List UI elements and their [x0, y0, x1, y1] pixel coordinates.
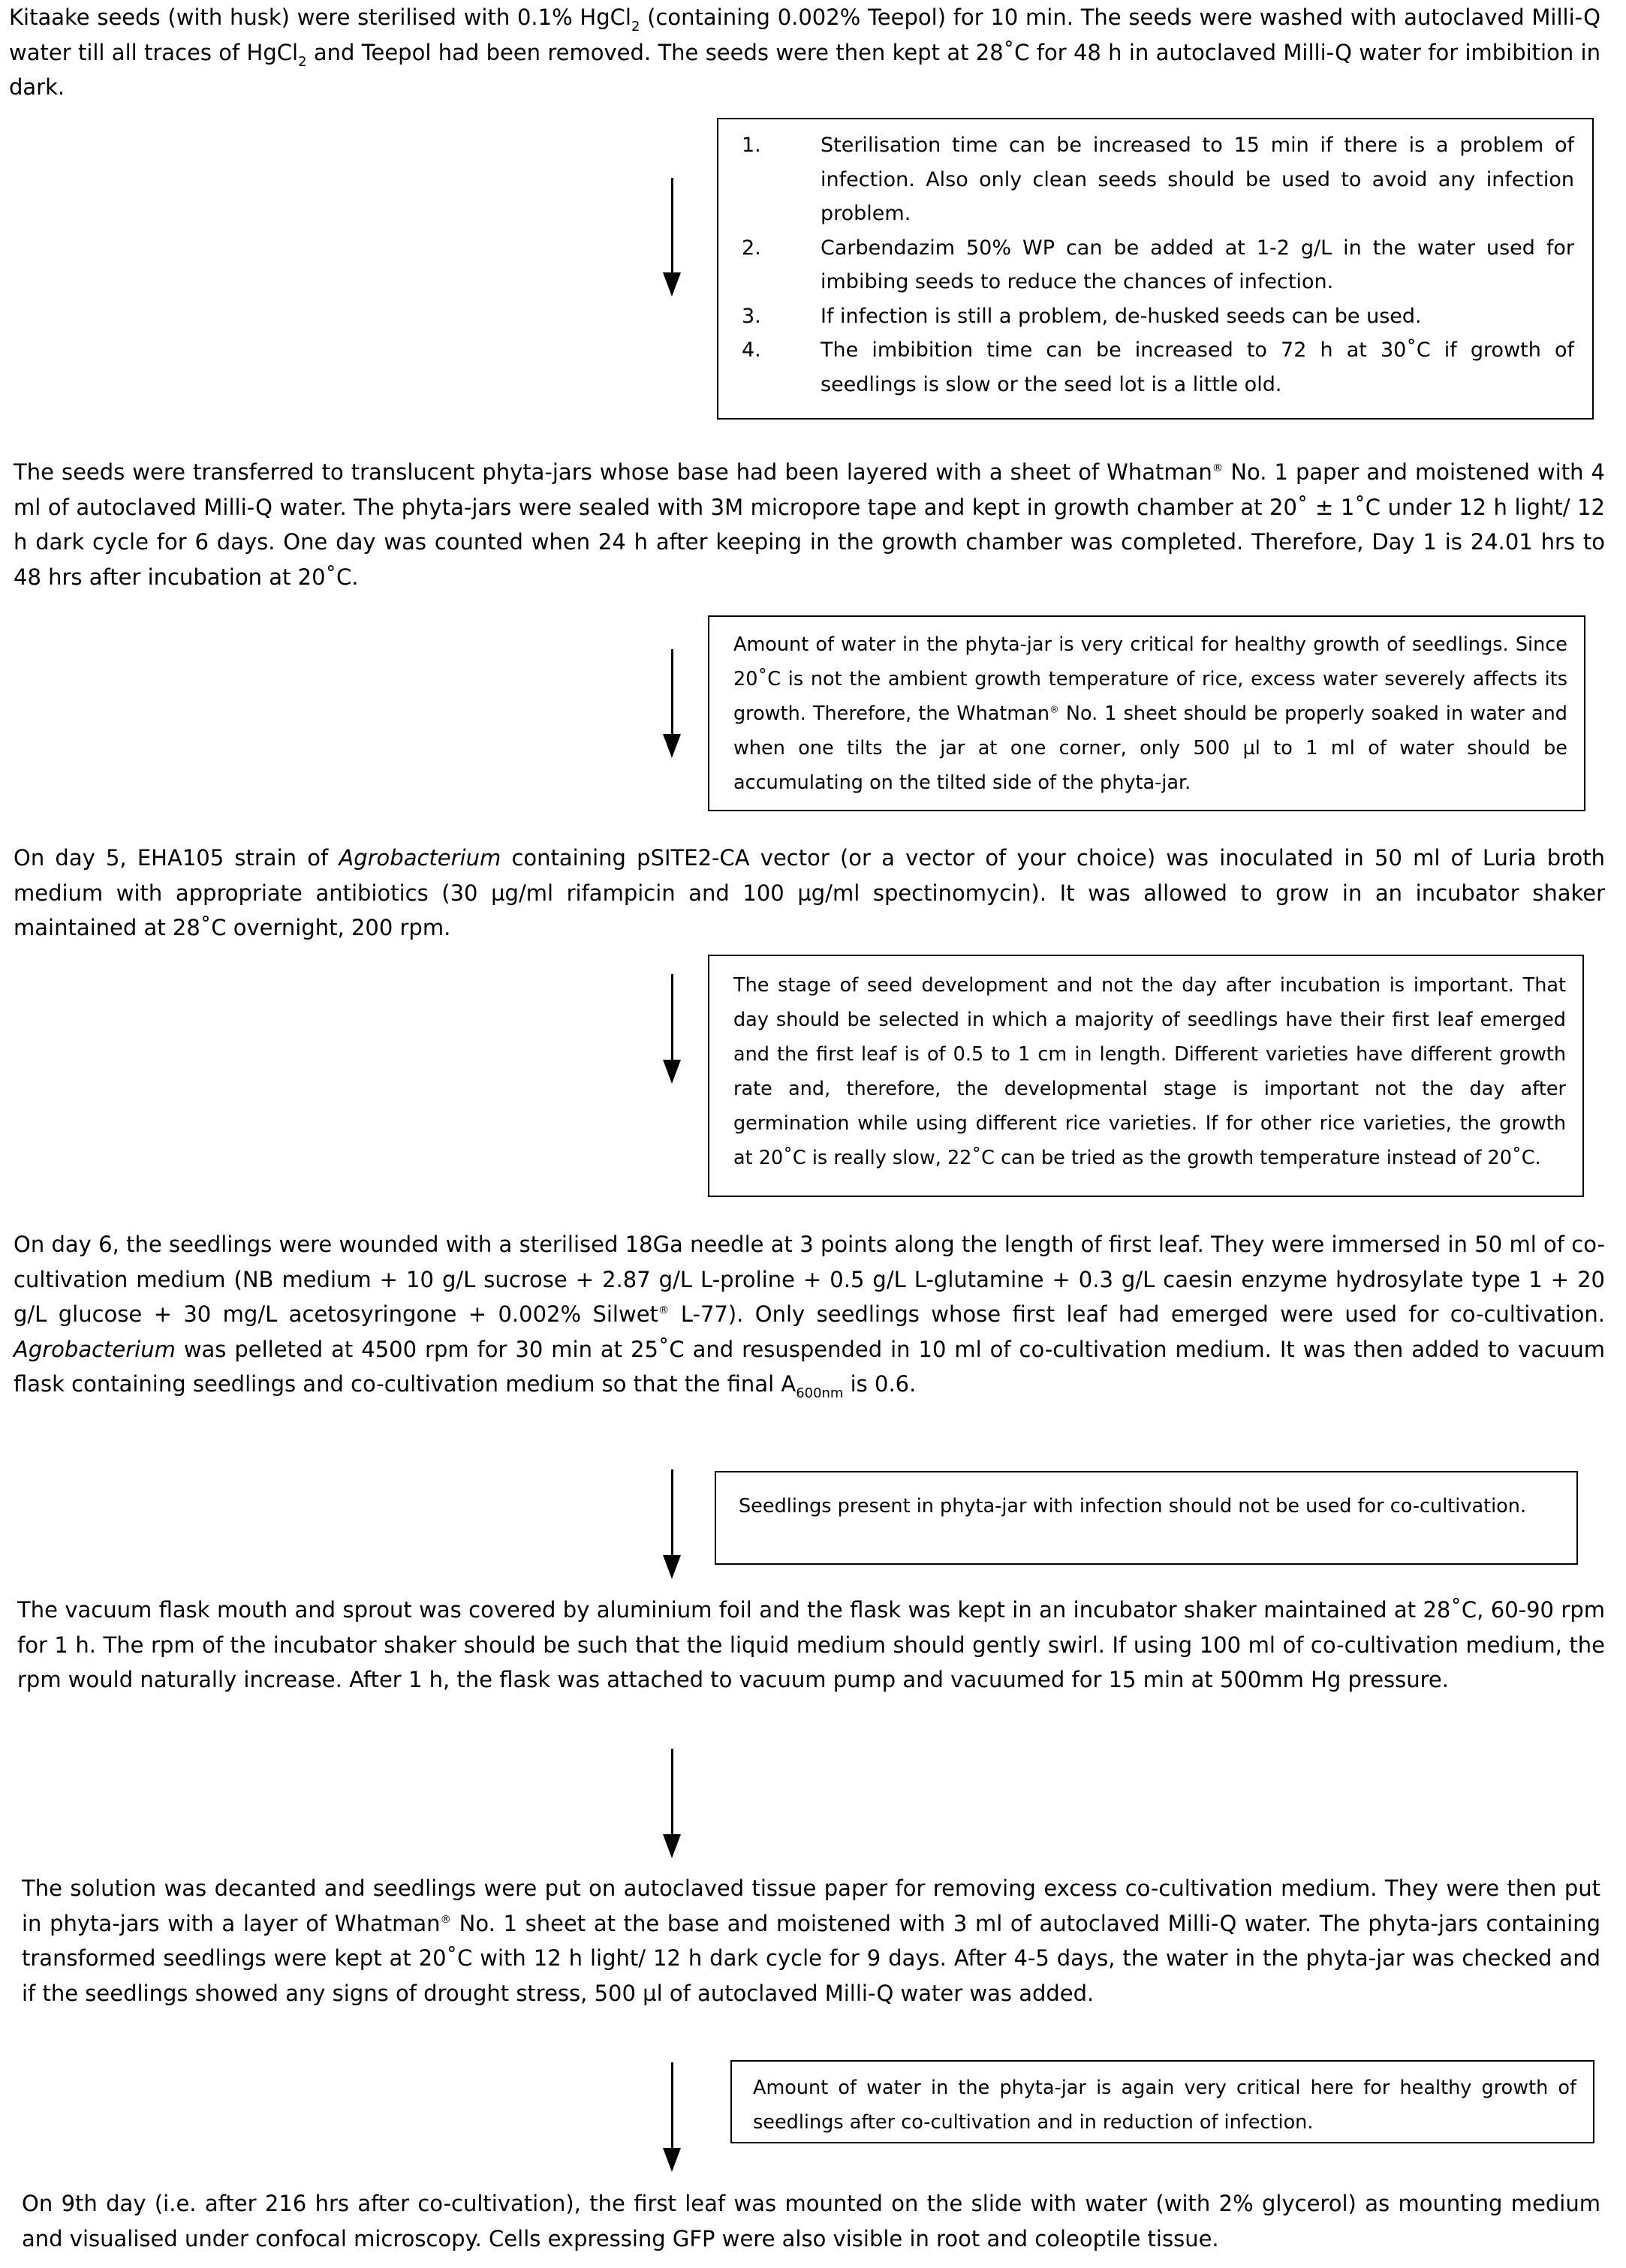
flow-arrow-2-shaft: [671, 649, 673, 737]
flow-arrow-6: [663, 2062, 681, 2172]
step-6-text-b: No. 1 sheet at the base and moistened with 3 ml of autoclaved Milli-Q water. The phyta-jars containing transformed seedlings were kept at 20˚C with 12 h light/ 12 h dark cycle for 9 days. After 4-5 days, the water in the phyta-jar was checked and if the seedlings showed any signs of drought stress, 500 µl of autoclaved Milli-Q water was added.: [22, 1910, 1600, 2006]
note-1-item-2-number: 2.: [742, 236, 761, 260]
step-1-seed-sterilisation: [9, 0, 1600, 105]
note-1-item-4-number: 4.: [742, 338, 761, 362]
flow-arrow-4-shaft: [671, 1469, 673, 1558]
step-4-text-b: L-77). Only seedlings whose first leaf had emerged were used for co-cultivation.: [669, 1301, 1605, 1327]
note-1-item-1-text: Sterilisation time can be increased to 15 min if there is a problem of infection. Also only clean seeds should be used to avoid any infection problem.: [821, 134, 1574, 225]
step-6-text-a: The solution was decanted and seedlings were put on autoclaved tissue paper for removing excess co-cultivation medium. They were then put in phyta-jars with a layer of Whatman: [22, 1875, 1600, 1936]
step-6-registered-mark: ®: [440, 1913, 451, 1926]
step-4-registered-mark: ®: [658, 1304, 670, 1317]
note-box-1: [717, 118, 1594, 420]
step-7-confocal-imaging: [22, 2186, 1600, 2256]
note-1-item-1: [718, 128, 1574, 231]
flow-arrow-6-shaft: [671, 2062, 673, 2151]
step-1-subscript-a: 2: [631, 19, 640, 35]
note-3-text: The stage of seed development and not the day after incubation is important. That day should be selected in which a majority of seedlings have their first leaf emerged and the first leaf is of 0.5 to 1 cm in length. Different varieties have different growth rate and, therefore, the developmental stage is important not the day after germination while using different rice varieties. If for other rice varieties, the growth at 20˚C is really slow, 22˚C can be tried as the growth temperature instead of 20˚C.: [733, 974, 1566, 1169]
flow-arrow-1: [663, 178, 681, 296]
flow-arrow-5-shaft: [671, 1749, 673, 1837]
flow-arrow-3-shaft: [671, 974, 673, 1063]
flow-arrow-3: [663, 974, 681, 1084]
note-1-list: [718, 128, 1574, 402]
step-5-vacuum-infiltration: [17, 1593, 1605, 1698]
flow-arrow-2: [663, 649, 681, 758]
step-1-text-a: Kitaake seeds (with husk) were sterilised with 0.1% HgCl: [9, 5, 631, 30]
note-box-5: [730, 2060, 1594, 2143]
flow-arrow-1-head: [663, 272, 681, 296]
flow-arrow-4: [663, 1469, 681, 1579]
note-box-2: [708, 615, 1585, 811]
note-1-item-4-text: The imbibition time can be increased to 72 h at 30˚C if growth of seedlings is slow or the seed lot is a little old.: [821, 338, 1574, 396]
note-1-item-3-text: If infection is still a problem, de-husked seeds can be used.: [821, 304, 1422, 328]
step-7-text: On 9th day (i.e. after 216 hrs after co-cultivation), the first leaf was mounted on the slide with water (with 2% glycerol) as mounting medium and visualised under confocal microscopy. Cells expressing GFP were also visible in root and coleoptile tissue.: [22, 2191, 1600, 2251]
note-2-text-b: No. 1 sheet should be properly soaked in water and when one tilts the jar at one corner, only 500 µl to 1 ml of water should be accumulating on the tilted side of the phyta-jar.: [733, 702, 1567, 794]
step-3-text-b: containing pSITE2-CA vector (or a vector of your choice) was inoculated in 50 ml of Luria broth medium with appropriate antibiotics (30 µg/ml rifampicin and 100 µg/ml spectinomycin). It was allowed to grow in an incubator shaker maintained at 28˚C overnight, 200 rpm.: [14, 845, 1605, 940]
step-3-text-a: On day 5, EHA105 strain of: [14, 845, 339, 871]
step-2-text-b: No. 1 paper and moistened with 4 ml of autoclaved Milli-Q water. The phyta-jars were sealed with 3M micropore tape and kept in growth chamber at 20˚ ± 1˚C under 12 h light/ 12 h dark cycle for 6 days. One day was counted when 24 h after keeping in the growth chamber was completed. Therefore, Day 1 is 24.01 hrs to 48 hrs after incubation at 20˚C.: [14, 459, 1605, 590]
note-box-4: [715, 1471, 1578, 1565]
note-1-item-3-number: 3.: [742, 304, 761, 328]
note-1-item-1-number: 1.: [742, 134, 761, 157]
note-2-text: [733, 627, 1567, 800]
note-2-text-a: Amount of water in the phyta-jar is very critical for healthy growth of seedlings. Since 20˚C is not the ambient growth temperature of rice, excess water severely affects its growth. Therefore, the Whatman: [733, 633, 1567, 725]
step-3-agrobacterium-culture: [14, 841, 1605, 946]
note-1-item-2: [718, 231, 1574, 299]
flow-arrow-5-head: [663, 1834, 681, 1858]
flow-arrow-3-head: [663, 1060, 681, 1084]
step-1-text-c: and Teepol had been removed. The seeds were then kept at 28˚C for 48 h in autoclaved Milli-Q water for imbibition in dark.: [9, 39, 1600, 100]
step-4-seedling-wounding-and-cocultivation: [14, 1227, 1605, 1402]
step-1-subscript-b: 2: [298, 53, 307, 70]
flow-arrow-4-head: [663, 1555, 681, 1579]
step-5-text: The vacuum flask mouth and sprout was covered by aluminium foil and the flask was kept in an incubator shaker maintained at 28˚C, 60-90 rpm for 1 h. The rpm of the incubator shaker should be such that the liquid medium should gently swirl. If using 100 ml of co-cultivation medium, the rpm would naturally increase. After 1 h, the flask was attached to vacuum pump and vacuumed for 15 min at 500mm Hg pressure.: [17, 1597, 1605, 1692]
step-2-text-a: The seeds were transferred to translucent phyta-jars whose base had been layered with a sheet of Whatman: [14, 459, 1212, 485]
note-4-text: Seedlings present in phyta-jar with infection should not be used for co-cultivation.: [739, 1495, 1527, 1518]
note-box-3: [708, 955, 1584, 1197]
step-4-italic-agrobacterium: Agrobacterium: [14, 1336, 176, 1362]
step-2-phyta-jar-incubation: [14, 455, 1605, 594]
step-2-registered-mark: ®: [1212, 462, 1224, 475]
note-1-item-4: [718, 333, 1574, 402]
flow-arrow-1-shaft: [671, 178, 673, 275]
step-4-text-a: On day 6, the seedlings were wounded with a sterilised 18Ga needle at 3 points along the length of first leaf. They were immersed in 50 ml of co-cultivation medium (NB medium + 10 g/L sucrose + 2.87 g/L L-proline + 0.5 g/L L-glutamine + 0.3 g/L caesin enzyme hydrosylate type 1 + 20 g/L glucose + 30 mg/L acetosyringone + 0.002% Silwet: [14, 1232, 1605, 1327]
note-5-text: Amount of water in the phyta-jar is again very critical here for healthy growth of seedlings after co-cultivation and in reduction of infection.: [753, 2077, 1576, 2134]
note-2-registered-mark: ®: [1049, 704, 1059, 716]
step-4-text-d: is 0.6.: [843, 1371, 917, 1397]
note-1-item-3: [718, 299, 1574, 334]
note-1-item-2-text: Carbendazim 50% WP can be added at 1-2 g/L in the water used for imbibing seeds to reduce the chances of infection.: [821, 236, 1574, 293]
flow-arrow-6-head: [663, 2148, 681, 2172]
flow-arrow-2-head: [663, 734, 681, 758]
step-4-subscript-600nm: 600nm: [796, 1385, 844, 1402]
step-6-post-cocultivation-incubation: [22, 1871, 1600, 2011]
flow-arrow-5: [663, 1749, 681, 1858]
step-4-text-c: was pelleted at 4500 rpm for 30 min at 25˚C and resuspended in 10 ml of co-cultivation medium. It was then added to vacuum flask containing seedlings and co-cultivation medium so that the final A: [14, 1336, 1605, 1397]
step-3-italic-agrobacterium: Agrobacterium: [339, 845, 501, 871]
step-1-text-b: (containing 0.002% Teepol) for 10 min. The seeds were washed with autoclaved Milli-Q water till all traces of HgCl: [9, 5, 1600, 65]
